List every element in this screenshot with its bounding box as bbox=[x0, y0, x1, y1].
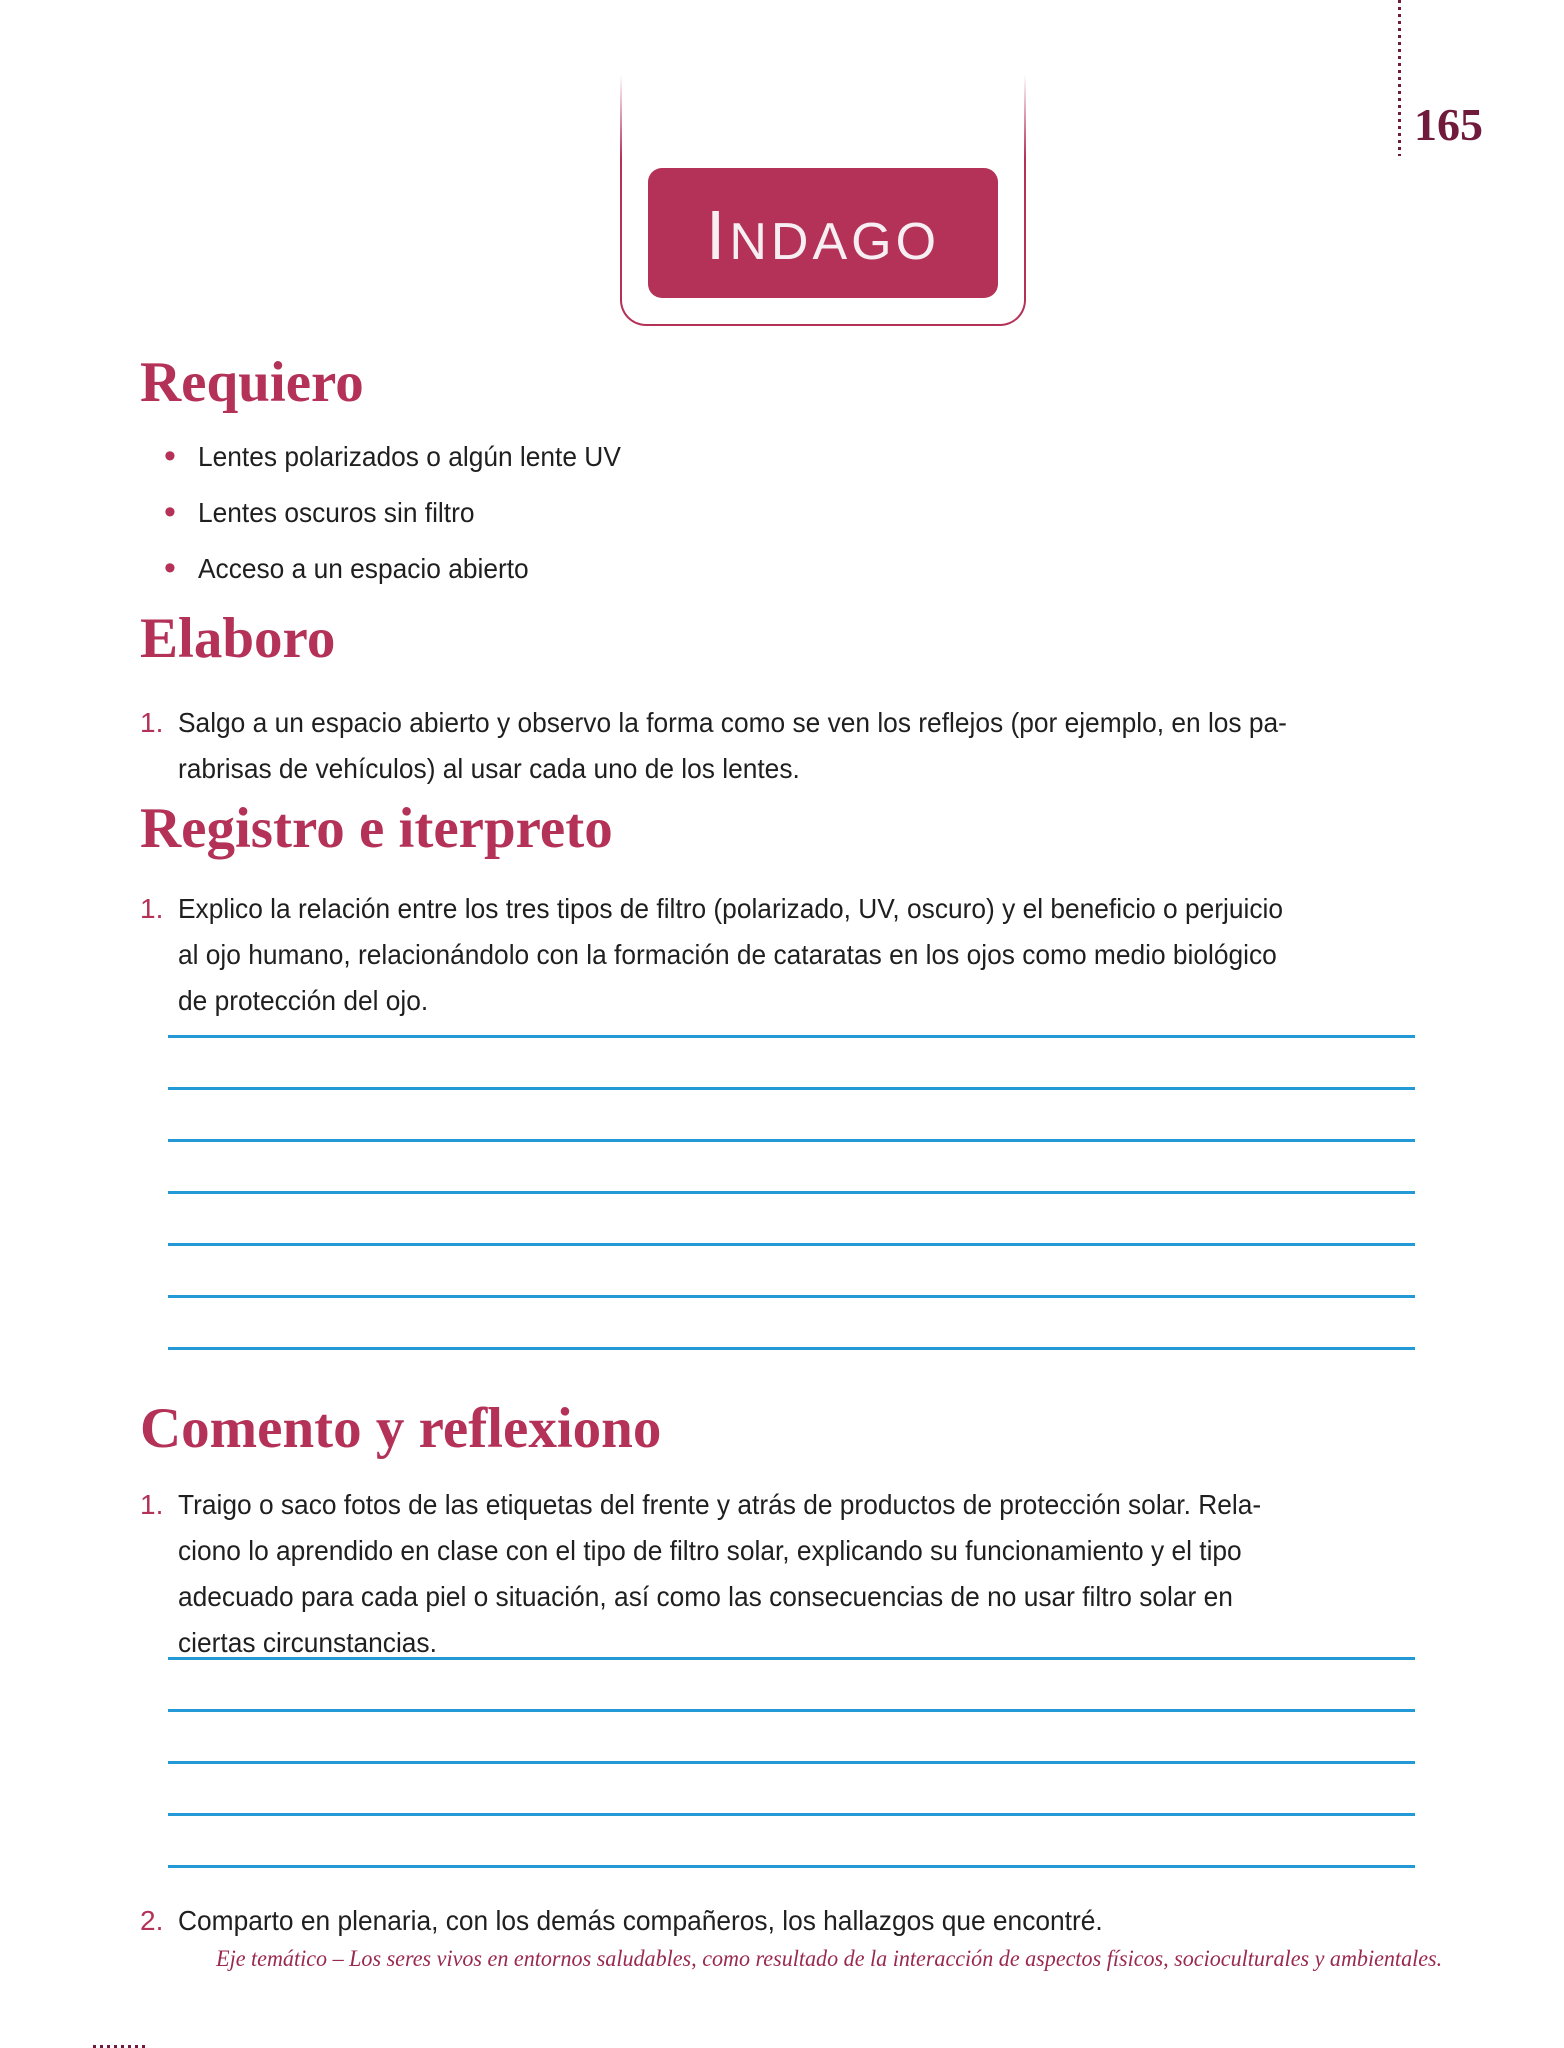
bullet-icon: • bbox=[164, 493, 176, 531]
item-number: 2. bbox=[140, 1905, 164, 1936]
item-number: 1. bbox=[140, 1489, 164, 1520]
footer-eje-tematico bbox=[140, 1946, 1442, 1972]
writing-line bbox=[168, 1657, 1415, 1660]
item-text: Traigo o saco fotos de las etiquetas del frente y atrás de productos de protección solar. Rela- ciono lo aprendido en clase con el tipo de filtro solar, explicando su funcionamiento y el tipo adecuado para cada piel o situación, así como las consecuencias de no usar filtro solar en ciertas circunstancias. bbox=[178, 1489, 1262, 1658]
item-number: 1. bbox=[140, 707, 164, 738]
numbered-item bbox=[140, 1482, 1442, 1666]
section-heading-elaboro: Elaboro bbox=[140, 607, 336, 670]
writing-line bbox=[168, 1865, 1415, 1868]
materials-list bbox=[140, 437, 1442, 608]
numbered-item bbox=[140, 886, 1442, 1024]
writing-line bbox=[168, 1813, 1415, 1816]
bullet-icon: • bbox=[164, 549, 176, 587]
page-content bbox=[140, 0, 1442, 2048]
writing-line bbox=[168, 1709, 1415, 1712]
indago-badge-initial: I bbox=[705, 196, 730, 274]
numbered-item bbox=[140, 700, 1442, 792]
list-item-text: Acceso a un espacio abierto bbox=[197, 553, 529, 584]
writing-line bbox=[168, 1191, 1415, 1194]
list-item-text: Lentes polarizados o algún lente UV bbox=[197, 441, 621, 472]
list-item-text: Lentes oscuros sin filtro bbox=[197, 497, 475, 528]
section-heading-comento-y-reflexiono: Comento y reflexiono bbox=[140, 1397, 662, 1460]
writing-line bbox=[168, 1295, 1415, 1298]
list-item bbox=[140, 493, 1442, 531]
list-item bbox=[140, 437, 1442, 475]
writing-lines-block bbox=[140, 1657, 1442, 1917]
footer-eje-tematico-text: Eje temático – Los seres vivos en entornos saludables, como resultado de la interacción de aspectos físicos, socioculturales y ambientales. bbox=[215, 1946, 1442, 1971]
section-heading-registro-e-iterpreto: Registro e iterpreto bbox=[140, 797, 613, 860]
item-text: Comparto en plenaria, con los demás compañeros, los hallazgos que encontré. bbox=[178, 1905, 1103, 1936]
writing-line bbox=[168, 1761, 1415, 1764]
section-heading-requiero: Requiero bbox=[140, 351, 364, 414]
bullet-icon: • bbox=[164, 437, 176, 475]
item-text: Explico la relación entre los tres tipos de filtro (polarizado, UV, oscuro) y el beneficio o perjuicio al ojo humano, relacionándolo con la formación de cataratas en los ojos como medio biológico de protección del ojo. bbox=[178, 893, 1284, 1016]
item-text: Salgo a un espacio abierto y observo la forma como se ven los reflejos (por ejemplo, en los pa- rabrisas de vehículos) al usar cada uno de los lentes. bbox=[178, 707, 1287, 784]
writing-line bbox=[168, 1347, 1415, 1350]
indago-badge-rest: NDAGO bbox=[729, 213, 941, 271]
writing-line bbox=[168, 1087, 1415, 1090]
item-number: 1. bbox=[140, 893, 164, 924]
page-number: 165 bbox=[1414, 99, 1483, 150]
writing-lines-block bbox=[140, 1035, 1442, 1399]
writing-line bbox=[168, 1035, 1415, 1038]
writing-line bbox=[168, 1139, 1415, 1142]
list-item bbox=[140, 549, 1442, 587]
writing-line bbox=[168, 1243, 1415, 1246]
numbered-item bbox=[140, 1898, 1442, 1944]
